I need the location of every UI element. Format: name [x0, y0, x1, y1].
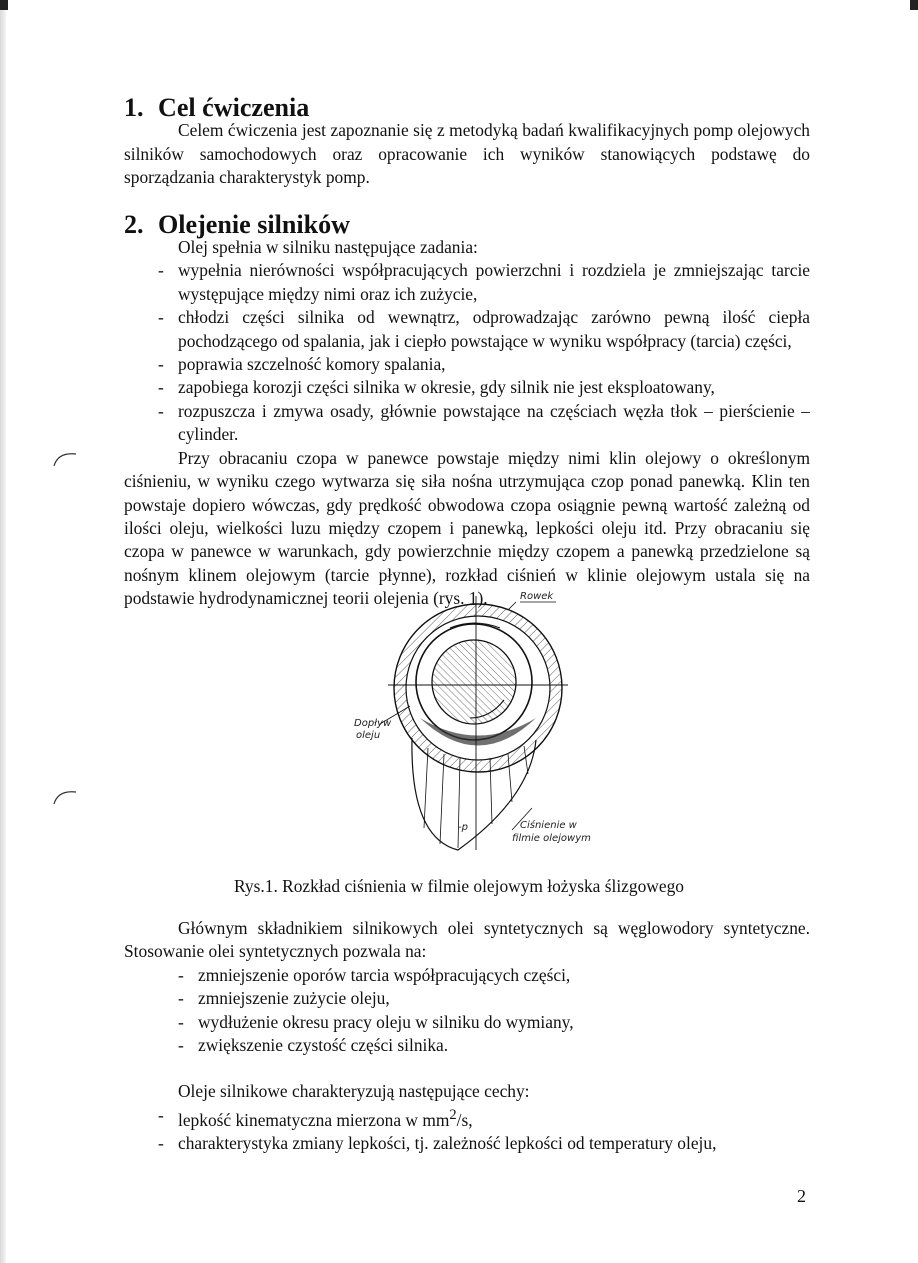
feature-1-text: lepkość kinematyczna mierzona w mm [178, 1109, 450, 1130]
section1-number: 1. [124, 93, 144, 122]
list-item [158, 1104, 810, 1132]
corner-mark-left [0, 0, 8, 10]
list-item: - wydłużenie okresu pracy oleju w silniku do wymiany, [178, 1011, 810, 1034]
label-p: -p [458, 822, 468, 833]
list-item: - wypełnia nierówności współpracujących powierzchni i rozdziela je zmniejszając tarcie występujące między nimi oraz ich zużycie, [158, 259, 810, 306]
section2-number: 2. [124, 209, 144, 239]
section2-intro: Olej spełnia w silniku następujące zadania: [178, 237, 478, 258]
margin-mark-upper [52, 446, 80, 468]
list-item: - zmniejszenie oporów tarcia współpracujących części, [178, 964, 810, 987]
margin-mark-lower [52, 784, 80, 806]
page-number: 2 [797, 1186, 806, 1206]
label-pressure-1: Ciśnienie w [520, 820, 577, 831]
list-item: - charakterystyka zmiany lepkości, tj. zależność lepkości od temperatury oleju, [158, 1132, 810, 1155]
feature-1-tail: /s, [456, 1109, 473, 1130]
synthetic-paragraph: Głównym składnikiem silnikowych olei syntetycznych są węglowodory syntetyczne. Stosowanie olei syntetycznych pozwala na: [124, 918, 810, 962]
synthetic-benefits-list [124, 964, 810, 1058]
pressure-line [458, 758, 460, 848]
list-item: - zwiększenie czystość części silnika. [178, 1034, 810, 1057]
list-item: - poprawia szczelność komory spalania, [158, 353, 810, 376]
scan-edge [0, 0, 6, 1263]
bearing-pressure-figure [340, 588, 591, 860]
journal-inner [432, 640, 516, 724]
section1-text: Celem ćwiczenia jest zapoznanie się z metodyką badań kwalifikacyjnych pomp olejowych silników samochodowych oraz opracowanie ich wyników stanowiących podstawę do sporządzania charakterystyk pomp. [124, 120, 810, 188]
oil-tasks-list [124, 259, 810, 446]
label-inflow-2: oleju [356, 730, 381, 741]
section2-paragraph: Przy obracaniu czopa w panewce powstaje między nimi klin olejowy o określonym ciśnieniu, w wyniku czego wytwarza się siła nośna utrzymująca czop ponad panewką. Klin ten powstaje dopiero wówczas, gdy prędkość obwodowa czopa osiągnie pewną wartość zależną od ilości oleju, wielkości luzu między czopem i panewką, lepkości oleju itd. Przy obracaniu się czopa w panewce w warunkach, gdy powierzchnie między czopem a panewką przedzielone są nośnym klinem olejowym (tarcie płynne), rozkład ciśnień w klinie olejowym ustala się na podstawie hydrodynamicznej teorii olejenia (rys. 1). [124, 447, 810, 609]
list-item: - rozpuszcza i zmywa osady, głównie powstające na częściach węzła tłok – pierścienie – cylinder. [158, 400, 810, 447]
label-pressure-2: filmie olejowym [512, 833, 591, 844]
section1-heading [124, 93, 810, 122]
page-body [124, 93, 810, 611]
section2-title: Olejenie silników [158, 209, 350, 239]
figure-caption: Rys.1. Rozkład ciśnienia w filmie olejowym łożyska ślizgowego [234, 876, 684, 896]
groove-leader [508, 602, 516, 610]
pressure-line [424, 748, 428, 828]
corner-mark-right [910, 0, 918, 10]
features-intro: Oleje silnikowe charakteryzują następujące cechy: [178, 1081, 530, 1102]
features-list [124, 1104, 810, 1156]
label-groove: Rowek [520, 591, 554, 602]
list-item: - zapobiega korozji części silnika w okresie, gdy silnik nie jest eksploatowany, [158, 376, 810, 399]
section2-heading [124, 209, 810, 239]
label-inflow-1: Dopływ [354, 718, 392, 729]
pressure-line [440, 754, 444, 844]
list-item: - zmniejszenie zużycie oleju, [178, 987, 810, 1010]
lower-section [124, 917, 810, 1155]
list-item: - chłodzi części silnika od wewnątrz, odprowadzając zarówno pewną ilość ciepła pochodzącego od spalania, jak i ciepło powstające w wyniku współpracy (tarcia) części, [158, 306, 810, 353]
feature-1-sup: 2 [449, 1106, 457, 1123]
section1-title: Cel ćwiczenia [158, 93, 310, 122]
